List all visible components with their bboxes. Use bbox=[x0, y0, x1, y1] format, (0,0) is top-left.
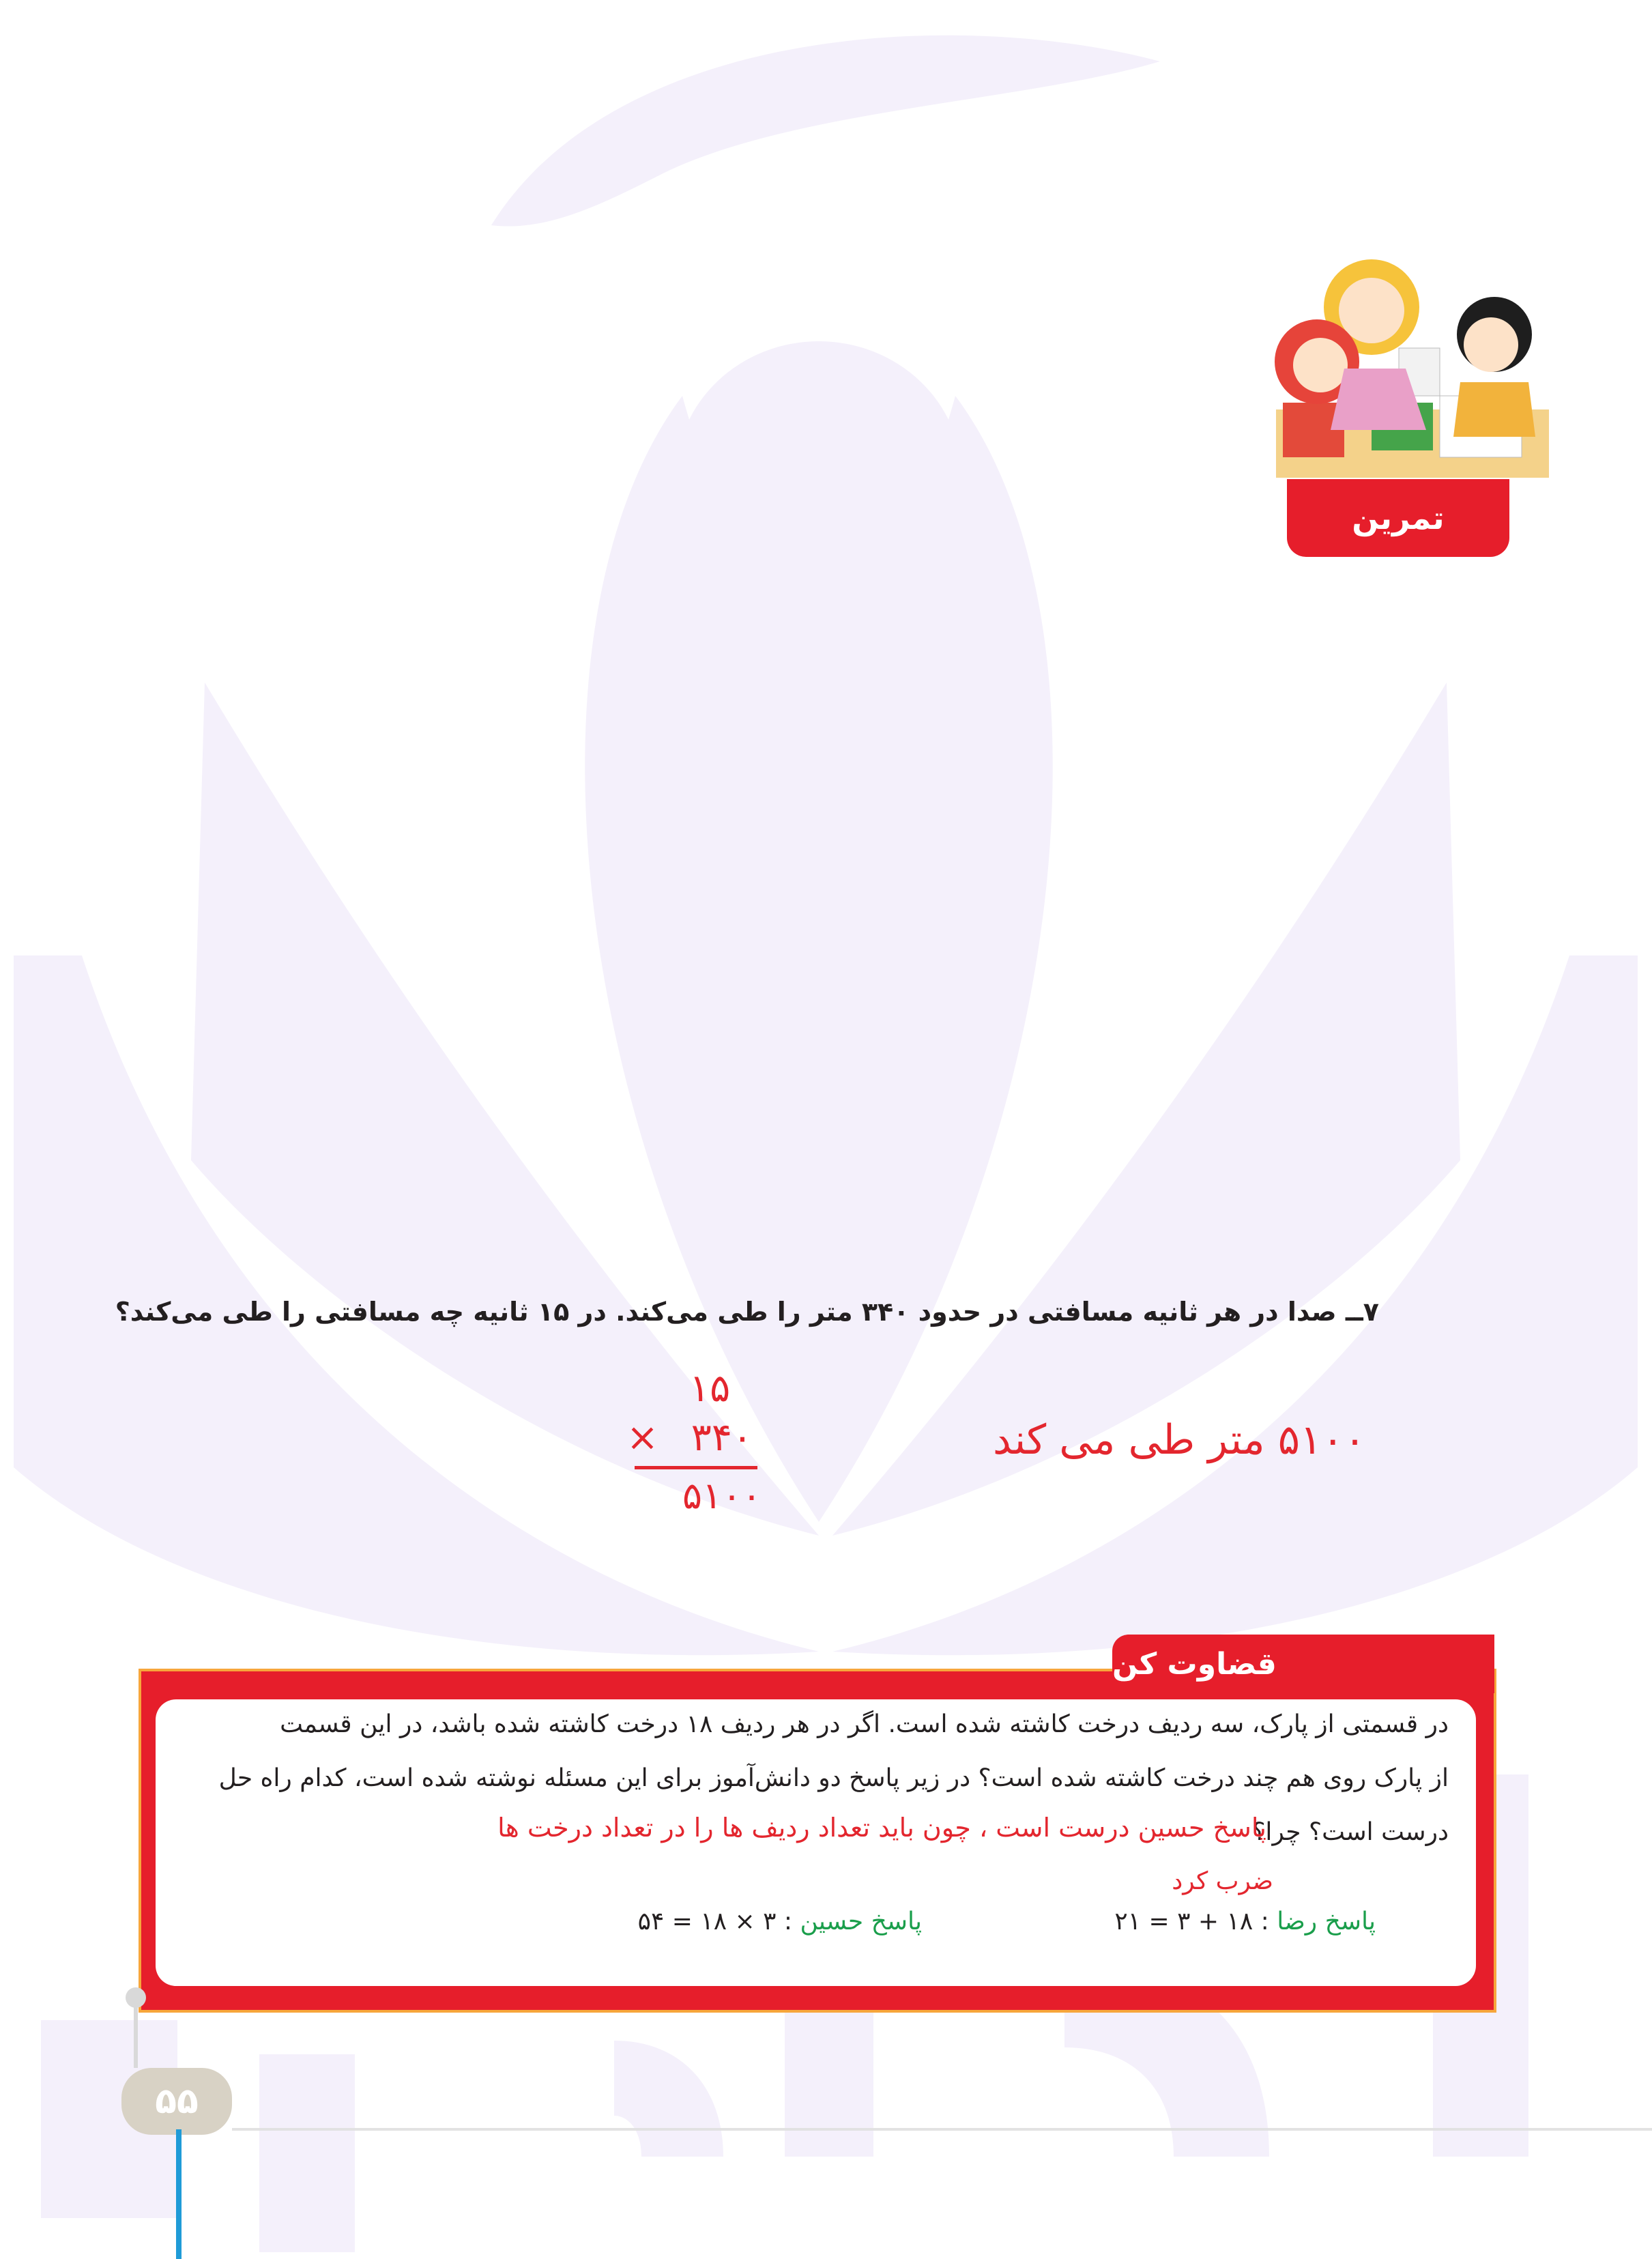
footer-gray-line bbox=[134, 2006, 138, 2068]
multiplication-second-row bbox=[626, 1415, 753, 1460]
handwritten-answer-continued: ضرب کرد bbox=[1172, 1867, 1273, 1895]
question-7-text: ۷ــ صدا در هر ثانیه مسافتی در حدود ۳۴۰ متر را طی می‌کند. در ۱۵ ثانیه چه مسافتی را طی می‌کند؟ bbox=[115, 1297, 1379, 1327]
kids-studying-illustration bbox=[1269, 232, 1556, 485]
footer-dot bbox=[126, 1987, 146, 2008]
reza-answer: پاسخ رضا : ۱۸ + ۳ = ۲۱ bbox=[1114, 1908, 1376, 1936]
page-number: ۵۵ bbox=[121, 2068, 232, 2135]
judge-title: قضاوت کن bbox=[1112, 1635, 1494, 1693]
multiplication-result: ۵۱۰۰ bbox=[682, 1474, 762, 1517]
judge-text-line-2: از پارک روی هم چند درخت کاشته شده است؟ در زیر پاسخ دو دانش‌آموز برای این مسئله نوشته شده است، کدام راه حل bbox=[218, 1764, 1449, 1792]
judge-text-line-1: در قسمتی از پارک، سه ردیف درخت کاشته شده است. اگر در هر ردیف ۱۸ درخت کاشته شده باشد، در این قسمت bbox=[280, 1710, 1449, 1738]
multiplication-second: ۳۴۰ bbox=[691, 1415, 753, 1460]
reza-expression: ۱۸ + ۳ = ۲۱ bbox=[1114, 1908, 1254, 1936]
section-label-tamrin: تمرین bbox=[1287, 479, 1509, 557]
hosein-label: پاسخ حسین bbox=[800, 1908, 922, 1936]
handwritten-answer: پاسخ حسین درست است ، چون باید تعداد ردیف ها را در تعداد درخت ها bbox=[497, 1813, 1266, 1843]
question-7-answer: ۵۱۰۰ متر طی می کند bbox=[993, 1416, 1366, 1464]
multiplication-operator: × bbox=[626, 1415, 658, 1460]
multiplication-rule bbox=[635, 1466, 757, 1469]
judge-text-line-3: درست است؟ چرا؟ bbox=[1252, 1818, 1449, 1846]
reza-label: پاسخ رضا bbox=[1277, 1908, 1376, 1936]
multiplication-top: ۱۵ bbox=[689, 1366, 731, 1411]
footer-divider bbox=[232, 2128, 1652, 2131]
footer-blue-line bbox=[176, 2129, 182, 2259]
hosein-expression: ۳ × ۱۸ = ۵۴ bbox=[637, 1908, 777, 1936]
hosein-answer: پاسخ حسین : ۳ × ۱۸ = ۵۴ bbox=[637, 1908, 922, 1936]
